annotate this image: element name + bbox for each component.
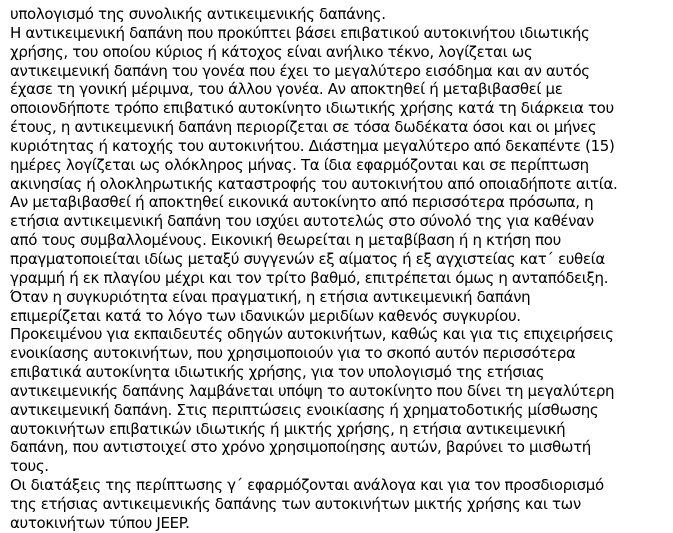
text-line: ετήσια αντικειμενική δαπάνη του ισχύει αυτοτελώς στο σύνολό της για καθέναν <box>10 212 594 231</box>
text-line: χρήσης, του οποίου κύριος ή κάτοχος είναι ανήλικο τέκνο, λογίζεται ως <box>10 42 533 61</box>
text-line: έχασε τη γονική μέριμνα, του άλλου γονέα. Αν αποκτηθεί ή μεταβιβασθεί με <box>10 80 563 99</box>
text-line: τους. <box>10 457 49 476</box>
text-line: υπολογισμό της συνολικής αντικειμενικής δαπάνης. <box>10 5 386 23</box>
text-line: Οι διατάξεις της περίπτωσης γ΄ εφαρμόζονται ανάλογα και για τον προσδιορισμό <box>10 476 604 495</box>
document-text-block <box>10 5 670 533</box>
text-line: οποιονδήποτε τρόπο επιβατικό αυτοκίνητο ιδιωτικής χρήσης κατά τη διάρκεια του <box>10 99 614 118</box>
text-line: επιβατικά αυτοκίνητα ιδιωτικής χρήσης, για τον υπολογισμό της ετήσιας <box>10 363 545 382</box>
text-line: αυτοκινήτων επιβατικών ιδιωτικής ή μικτής χρήσης, η ετήσια αντικειμενική <box>10 419 566 438</box>
text-line: αυτοκινήτων τύπου JEEP. <box>10 513 190 532</box>
text-line: Όταν η συγκυριότητα είναι πραγματική, η ετήσια αντικειμενική δαπάνη <box>10 287 531 306</box>
text-line: έτους, η αντικειμενική δαπάνη περιορίζεται σε τόσα δωδέκατα όσοι και οι μήνες <box>10 118 597 137</box>
text-line: αντικειμενική δαπάνη του γονέα που έχει το μεγαλύτερο εισόδημα και αν αυτός <box>10 61 590 80</box>
text-line: Προκειμένου για εκπαιδευτές οδηγών αυτοκινήτων, καθώς και για τις επιχειρήσεις <box>10 325 614 344</box>
text-line: ακινησίας ή ολοκληρωτικής καταστροφής του αυτοκινήτου από οποιαδήποτε αιτία. <box>10 174 618 193</box>
text-line: αντικειμενικής δαπάνης λαμβάνεται υπόψη το αυτοκίνητο που δίνει τη μεγαλύτερη <box>10 381 615 400</box>
text-line: κυριότητας ή κατοχής του αυτοκινήτου. Διάστημα μεγαλύτερο από δεκαπέντε (15) <box>10 136 615 155</box>
text-line: ενοικίασης αυτοκινήτων, που χρησιμοποιούν για το σκοπό αυτόν περισσότερα <box>10 344 576 363</box>
text-line: Αν μεταβιβασθεί ή αποκτηθεί εικονικά αυτοκίνητο από περισσότερα πρόσωπα, η <box>10 193 594 212</box>
text-line: δαπάνη, που αντιστοιχεί στο χρόνο χρησιμοποίησης αυτών, βαρύνει το μισθωτή <box>10 438 591 457</box>
text-line: επιμερίζεται κατά το λόγο των ιδανικών μεριδίων καθενός συγκυρίου. <box>10 306 521 325</box>
text-line: αντικειμενική δαπάνη. Στις περιπτώσεις ενοικίασης ή χρηματοδοτικής μίσθωσης <box>10 400 599 419</box>
text-line: από τους συμβαλλομένους. Εικονική θεωρείται η μεταβίβαση ή η κτήση που <box>10 231 561 250</box>
text-line: Η αντικειμενική δαπάνη που προκύπτει βάσει επιβατικού αυτοκινήτου ιδιωτικής <box>10 23 590 42</box>
text-line: ημέρες λογίζεται ως ολόκληρος μήνας. Τα ίδια εφαρμόζονται και σε περίπτωση <box>10 155 589 174</box>
text-line: πραγματοποιείται ιδίως μεταξύ συγγενών εξ αίματος ή εξ αγχιστείας κατ΄ ευθεία <box>10 249 605 268</box>
text-line: γραμμή ή εκ πλαγίου μέχρι και τον τρίτο βαθμό, επιτρέπεται όμως η ανταπόδειξη. <box>10 268 609 287</box>
text-line: της ετήσιας αντικειμενικής δαπάνης των αυτοκινήτων μικτής χρήσης και των <box>10 494 581 513</box>
